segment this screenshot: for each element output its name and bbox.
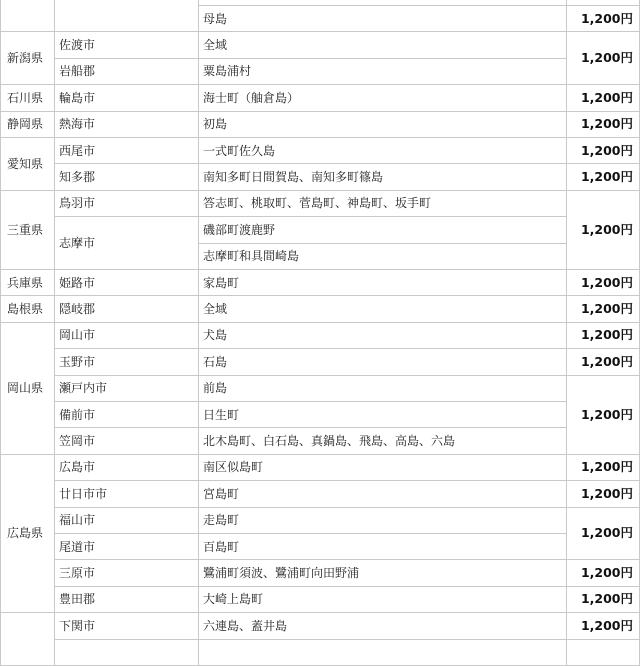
prefecture-cell xyxy=(0,85,55,111)
price-cell-text: 1,200円 xyxy=(580,565,633,581)
area-cell-text: 南区似島町 xyxy=(203,460,264,475)
prefecture-cell-text: 岡山県 xyxy=(7,381,44,396)
price-cell-text: 1,200円 xyxy=(580,353,633,369)
price-cell xyxy=(567,296,640,322)
prefecture-cell xyxy=(0,323,55,455)
city-cell-text: 廿日市市 xyxy=(59,486,108,501)
price-cell xyxy=(567,112,640,138)
city-cell xyxy=(55,164,199,190)
area-cell xyxy=(199,164,567,190)
area-cell xyxy=(199,508,567,534)
area-cell-text: 初島 xyxy=(203,117,228,132)
city-cell-text: 笠岡市 xyxy=(59,434,96,449)
city-cell-text: 玉野市 xyxy=(59,354,96,369)
price-cell-text: 1,200円 xyxy=(580,327,633,343)
city-cell-text: 輪島市 xyxy=(59,90,96,105)
price-cell-text: 1,200円 xyxy=(580,459,633,475)
city-cell xyxy=(55,560,199,586)
prefecture-cell xyxy=(0,112,55,138)
area-cell xyxy=(199,323,567,349)
area-cell xyxy=(199,244,567,270)
price-cell xyxy=(567,323,640,349)
city-cell xyxy=(55,376,199,402)
city-cell-text: 豊田郡 xyxy=(59,592,96,607)
city-cell xyxy=(55,349,199,375)
price-cell xyxy=(567,613,640,639)
area-cell-text: 全域 xyxy=(203,38,228,53)
price-cell xyxy=(567,85,640,111)
area-cell-text: 犬島 xyxy=(203,328,228,343)
city-cell xyxy=(55,138,199,164)
area-cell xyxy=(199,428,567,454)
area-cell xyxy=(199,402,567,428)
prefecture-cell-text: 兵庫県 xyxy=(7,275,44,290)
area-cell-text: 海士町（舳倉島） xyxy=(203,90,300,105)
price-cell xyxy=(567,587,640,613)
city-cell-text: 佐渡市 xyxy=(59,38,96,53)
price-cell xyxy=(567,481,640,507)
city-cell xyxy=(55,402,199,428)
city-cell-text: 知多郡 xyxy=(59,170,96,185)
area-cell xyxy=(199,112,567,138)
city-cell xyxy=(55,508,199,534)
city-cell-text: 岡山市 xyxy=(59,328,96,343)
price-cell-text: 1,200円 xyxy=(580,89,633,105)
area-cell-text: 宮島町 xyxy=(203,486,240,501)
prefecture-cell-text: 静岡県 xyxy=(7,117,44,132)
price-cell-text: 1,200円 xyxy=(580,617,633,633)
area-cell xyxy=(199,85,567,111)
city-cell xyxy=(55,0,199,32)
city-cell xyxy=(55,323,199,349)
prefecture-cell-text: 新潟県 xyxy=(7,51,44,66)
city-cell-text: 下関市 xyxy=(59,618,96,633)
area-cell xyxy=(199,296,567,322)
city-cell xyxy=(55,640,199,666)
city-cell xyxy=(55,296,199,322)
price-cell-text: 1,200円 xyxy=(580,116,633,132)
price-cell-text: 1,200円 xyxy=(580,274,633,290)
area-cell-text: 一式町佐久島 xyxy=(203,143,276,158)
area-cell-text: 全域 xyxy=(203,302,228,317)
city-cell xyxy=(55,534,199,560)
city-cell xyxy=(55,587,199,613)
city-cell xyxy=(55,428,199,454)
area-cell-text: 粟島浦村 xyxy=(203,64,252,79)
price-cell-text: 1,200円 xyxy=(580,591,633,607)
price-cell xyxy=(567,508,640,561)
city-cell-text: 尾道市 xyxy=(59,539,96,554)
area-cell xyxy=(199,138,567,164)
area-cell-text: 日生町 xyxy=(203,407,240,422)
city-cell-text: 熱海市 xyxy=(59,117,96,132)
price-cell xyxy=(567,349,640,375)
city-cell-text: 岩船郡 xyxy=(59,64,96,79)
prefecture-cell xyxy=(0,455,55,613)
area-cell xyxy=(199,217,567,243)
city-cell-text: 備前市 xyxy=(59,407,96,422)
area-cell xyxy=(199,59,567,85)
price-cell xyxy=(567,640,640,666)
price-cell-text: 1,200円 xyxy=(580,142,633,158)
city-cell-text: 三原市 xyxy=(59,566,96,581)
area-cell-text: 石島 xyxy=(203,354,228,369)
price-cell xyxy=(567,138,640,164)
area-cell xyxy=(199,6,567,32)
city-cell-text: 隠岐郡 xyxy=(59,302,96,317)
city-cell xyxy=(55,112,199,138)
city-cell xyxy=(55,217,199,270)
city-cell xyxy=(55,481,199,507)
area-cell xyxy=(199,191,567,217)
price-cell-text: 1,200円 xyxy=(580,50,633,66)
area-cell-text: 鷺浦町須波、鷺浦町向田野浦 xyxy=(203,566,360,581)
price-cell xyxy=(567,164,640,190)
area-cell xyxy=(199,455,567,481)
area-cell xyxy=(199,613,567,639)
price-cell xyxy=(567,560,640,586)
price-cell xyxy=(567,455,640,481)
area-cell-text: 走島町 xyxy=(203,513,240,528)
area-cell xyxy=(199,349,567,375)
city-cell xyxy=(55,85,199,111)
area-cell xyxy=(199,560,567,586)
area-cell xyxy=(199,481,567,507)
price-cell-text: 1,200円 xyxy=(580,221,633,237)
city-cell-text: 姫路市 xyxy=(59,275,96,290)
price-cell xyxy=(567,191,640,270)
area-cell xyxy=(199,534,567,560)
city-cell-text: 西尾市 xyxy=(59,143,96,158)
prefecture-cell xyxy=(0,191,55,270)
area-cell-text: 南知多町日間賀島、南知多町篠島 xyxy=(203,170,384,185)
prefecture-cell-text: 愛知県 xyxy=(7,156,44,171)
area-cell-text: 志摩町和具間崎島 xyxy=(203,249,300,264)
city-cell-text: 福山市 xyxy=(59,513,96,528)
city-cell-text: 志摩市 xyxy=(59,236,96,251)
prefecture-cell xyxy=(0,0,55,32)
price-cell xyxy=(567,270,640,296)
prefecture-cell-text: 島根県 xyxy=(7,302,44,317)
prefecture-cell xyxy=(0,138,55,191)
area-cell-text: 北木島町、白石島、真鍋島、飛島、高島、六島 xyxy=(203,434,456,449)
area-cell-text: 家島町 xyxy=(203,275,240,290)
city-cell xyxy=(55,59,199,85)
area-cell-text: 前島 xyxy=(203,381,228,396)
prefecture-cell xyxy=(0,32,55,85)
area-cell xyxy=(199,32,567,58)
prefecture-cell-text: 三重県 xyxy=(7,222,44,237)
city-cell xyxy=(55,613,199,639)
price-cell-text: 1,200円 xyxy=(580,10,633,26)
area-cell xyxy=(199,376,567,402)
area-cell xyxy=(199,270,567,296)
city-cell xyxy=(55,32,199,58)
city-cell-text: 瀬戸内市 xyxy=(59,381,108,396)
price-cell xyxy=(567,32,640,85)
prefecture-cell xyxy=(0,270,55,296)
price-cell-text: 1,200円 xyxy=(580,301,633,317)
price-cell xyxy=(567,376,640,455)
city-cell xyxy=(55,270,199,296)
city-cell xyxy=(55,455,199,481)
area-cell-text: 大崎上島町 xyxy=(203,592,264,607)
area-cell xyxy=(199,587,567,613)
price-cell-text: 1,200円 xyxy=(580,525,633,541)
city-cell-text: 広島市 xyxy=(59,460,96,475)
area-cell-text: 磯部町渡鹿野 xyxy=(203,222,276,237)
city-cell-text: 鳥羽市 xyxy=(59,196,96,211)
city-cell xyxy=(55,191,199,217)
prefecture-cell-text: 石川県 xyxy=(7,90,44,105)
area-cell-text: 百島町 xyxy=(203,539,240,554)
prefecture-cell-text: 広島県 xyxy=(7,526,44,541)
price-cell xyxy=(567,6,640,32)
price-cell-text: 1,200円 xyxy=(580,485,633,501)
price-cell-text: 1,200円 xyxy=(580,169,633,185)
area-cell-text: 答志町、桃取町、菅島町、神島町、坂手町 xyxy=(203,196,432,211)
area-cell-text: 母島 xyxy=(203,11,228,26)
prefecture-cell xyxy=(0,296,55,322)
area-cell-text: 六連島、蓋井島 xyxy=(203,618,288,633)
price-cell-text: 1,200円 xyxy=(580,406,633,422)
area-cell xyxy=(199,640,567,666)
